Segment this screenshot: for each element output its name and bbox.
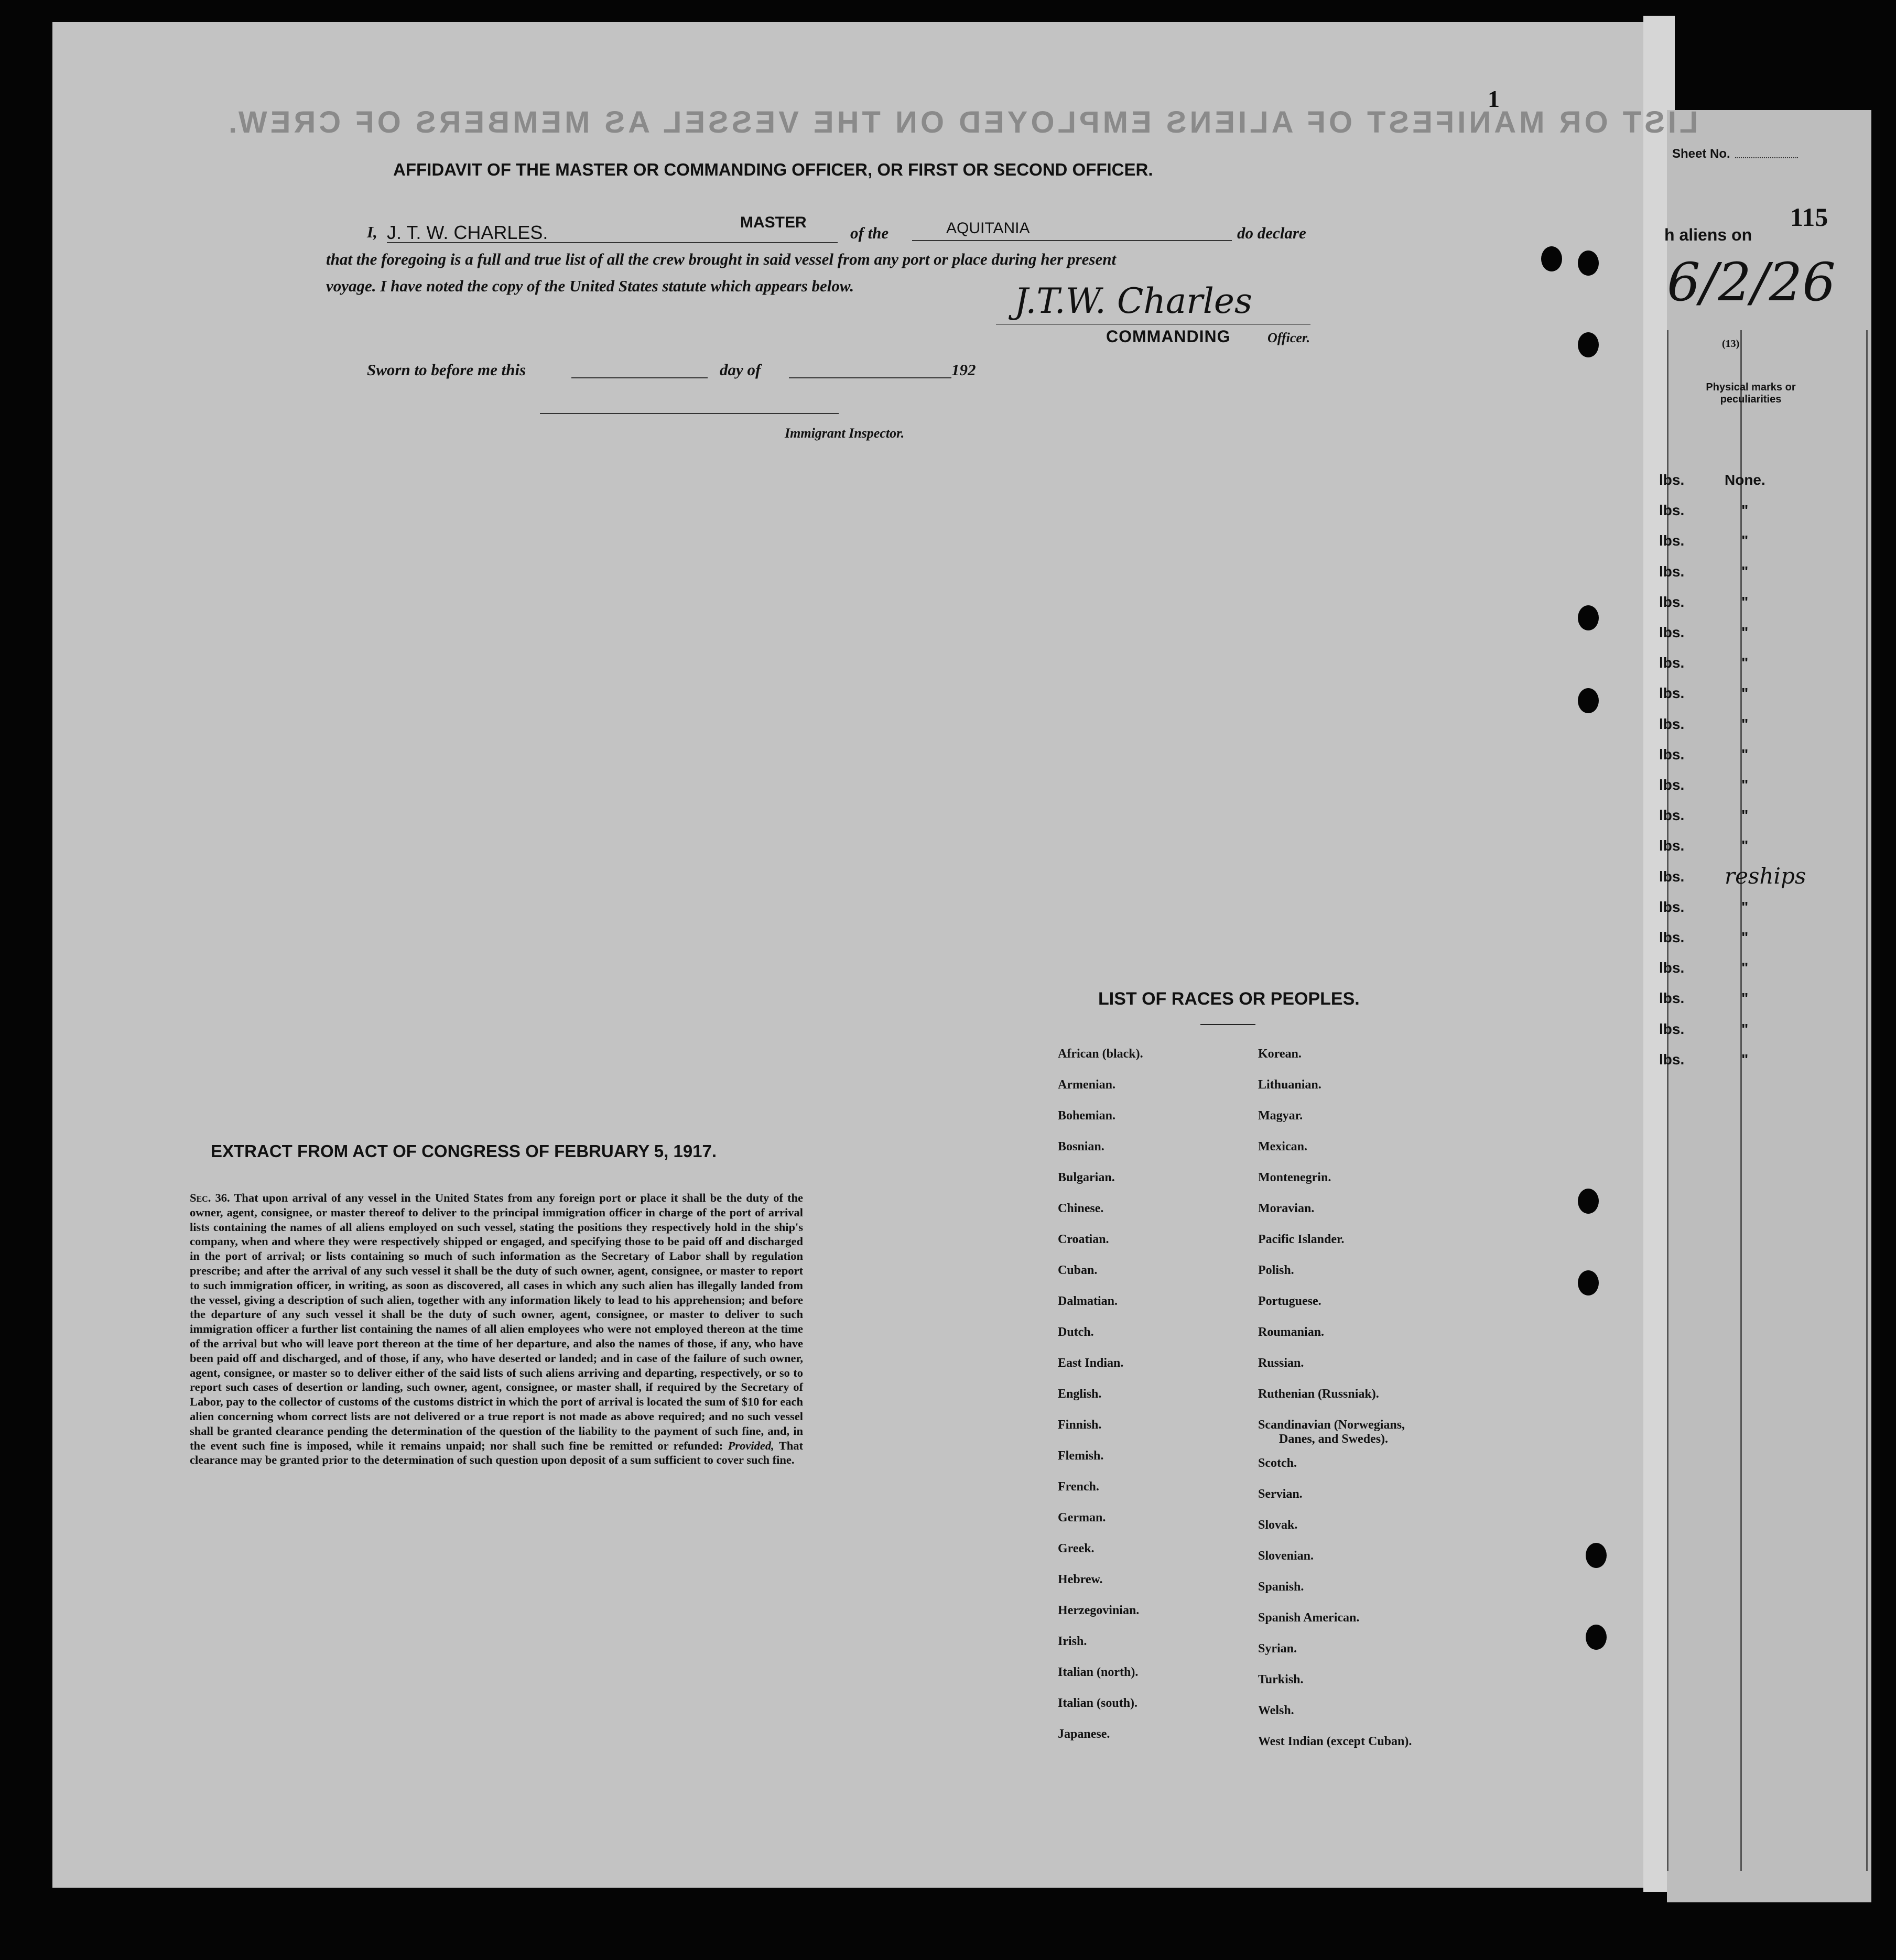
officer-stamp: COMMANDING [1106, 327, 1231, 346]
physical-mark-value: " [1741, 990, 1749, 1007]
weight-unit: lbs. [1659, 685, 1685, 702]
aliens-on-label: h aliens on [1664, 225, 1752, 244]
race-item: Pacific Islander. [1258, 1233, 1345, 1246]
race-item: Chinese. [1058, 1202, 1104, 1215]
weight-unit: lbs. [1659, 960, 1685, 976]
physical-marks-header: Physical marks or peculiarities [1706, 382, 1796, 405]
punch-hole [1586, 1625, 1607, 1650]
weight-unit: lbs. [1659, 624, 1685, 640]
weight-unit: lbs. [1659, 807, 1685, 824]
weight-unit: lbs. [1659, 746, 1685, 763]
weight-unit: lbs. [1659, 502, 1685, 519]
race-continuation: Danes, and Swedes). [1279, 1432, 1389, 1446]
race-item: Dalmatian. [1058, 1294, 1118, 1308]
weight-unit: lbs. [1659, 929, 1685, 945]
race-item: Armenian. [1058, 1078, 1115, 1092]
physical-mark-value: " [1741, 807, 1749, 824]
race-item: Bohemian. [1058, 1109, 1116, 1123]
affidavit-i-label: I, [367, 223, 377, 241]
physical-mark-value: " [1741, 929, 1749, 945]
race-item: German. [1058, 1511, 1106, 1525]
physical-mark-value: " [1741, 502, 1749, 519]
adjacent-page-strip [1667, 110, 1871, 1902]
race-item: Moravian. [1258, 1202, 1315, 1215]
weight-unit: lbs. [1659, 868, 1685, 885]
physical-mark-value: reships [1725, 863, 1806, 889]
race-item: Montenegrin. [1258, 1171, 1331, 1184]
race-item: Spanish. [1258, 1580, 1304, 1594]
race-item: Finnish. [1058, 1418, 1102, 1432]
race-item: Cuban. [1058, 1264, 1098, 1277]
race-item: Japanese. [1058, 1727, 1110, 1741]
punch-hole [1578, 1270, 1599, 1295]
races-title: LIST OF RACES OR PEOPLES. [1098, 989, 1360, 1009]
physical-mark-value: " [1741, 837, 1749, 854]
punch-hole [1586, 1543, 1607, 1568]
punch-hole [1541, 246, 1562, 271]
weight-unit: lbs. [1659, 563, 1685, 580]
race-item: Portuguese. [1258, 1294, 1321, 1308]
weight-unit: lbs. [1659, 837, 1685, 854]
inspector-label: Immigrant Inspector. [785, 426, 905, 441]
weight-unit: lbs. [1659, 472, 1685, 488]
race-item: Bulgarian. [1058, 1171, 1115, 1184]
race-item: Roumanian. [1258, 1325, 1325, 1339]
physical-mark-value: " [1741, 563, 1749, 580]
manifest-sheet [52, 22, 1646, 1888]
race-item: Polish. [1258, 1264, 1294, 1277]
physical-mark-value: None. [1725, 472, 1765, 488]
race-item: Spanish American. [1258, 1611, 1360, 1625]
physical-mark-value: " [1741, 898, 1749, 915]
physical-mark-value: " [1741, 777, 1749, 793]
race-item: Ruthenian (Russniak). [1258, 1387, 1379, 1401]
day-of-label: day of [720, 361, 761, 379]
bleed-through-title: LIST OR MANIFEST OF ALIENS EMPLOYED ON THE VESSEL AS MEMBERS OF CREW. [225, 105, 1698, 139]
race-item: Slovak. [1258, 1518, 1298, 1532]
sworn-label: Sworn to before me this [367, 361, 526, 379]
race-item: Italian (south). [1058, 1696, 1138, 1710]
physical-mark-value: " [1741, 1051, 1749, 1068]
stamp-number: 115 [1790, 202, 1828, 232]
section-label: Sec. 36. [190, 1191, 230, 1204]
statement-line-1: that the foregoing is a full and true list of all the crew brought in said vessel from any port or place during her present [326, 250, 1117, 268]
physical-mark-value: " [1741, 532, 1749, 549]
physical-mark-value: " [1741, 624, 1749, 640]
weight-unit: lbs. [1659, 655, 1685, 671]
weight-unit: lbs. [1659, 1020, 1685, 1037]
year-prefix: 192 [951, 361, 976, 379]
physical-mark-value: " [1741, 746, 1749, 763]
race-item: African (black). [1058, 1047, 1143, 1061]
master-name: J. T. W. CHARLES. [387, 222, 548, 243]
race-item: Servian. [1258, 1487, 1303, 1501]
race-item: Magyar. [1258, 1109, 1303, 1123]
weight-unit: lbs. [1659, 898, 1685, 915]
punch-hole [1578, 688, 1599, 713]
do-declare-label: do declare [1237, 224, 1306, 242]
race-item: Scandinavian (Norwegians, Danes, and Swedes). [1258, 1418, 1405, 1446]
column-number: (13) [1722, 338, 1740, 350]
race-item: Slovenian. [1258, 1549, 1314, 1563]
race-item: Flemish. [1058, 1449, 1104, 1463]
affidavit-title: AFFIDAVIT OF THE MASTER OR COMMANDING OFFICER, OR FIRST OR SECOND OFFICER. [393, 160, 1153, 179]
race-item: French. [1058, 1480, 1099, 1494]
race-item: Dutch. [1058, 1325, 1094, 1339]
race-item: Croatian. [1058, 1233, 1109, 1246]
rank: MASTER [740, 214, 807, 231]
race-item: Mexican. [1258, 1140, 1307, 1153]
punch-hole [1578, 1189, 1599, 1214]
extract-text-end: That clearance may be granted prior to the determination of such question upon deposit of a sum sufficient to cover such fine. [190, 1439, 803, 1467]
race-item: Russian. [1258, 1356, 1304, 1370]
statement-line-2: voyage. I have noted the copy of the United States statute which appears below. [326, 277, 854, 295]
race-item: Irish. [1058, 1635, 1087, 1648]
handwritten-date: 6/2/26 [1667, 252, 1836, 313]
punch-hole [1578, 332, 1599, 357]
race-item: Herzegovinian. [1058, 1604, 1140, 1617]
punch-hole [1578, 251, 1599, 276]
physical-mark-value: " [1741, 655, 1749, 671]
race-item: East Indian. [1058, 1356, 1124, 1370]
page-number: 1 [1488, 85, 1500, 112]
race-item: Welsh. [1258, 1704, 1294, 1717]
of-the-label: of the [850, 224, 889, 242]
weight-unit: lbs. [1659, 532, 1685, 549]
race-item: Lithuanian. [1258, 1078, 1321, 1092]
weight-unit: lbs. [1659, 593, 1685, 610]
physical-mark-value: " [1741, 715, 1749, 732]
extract-text: That upon arrival of any vessel in the United States from any foreign port or place it shall be the duty of the owner, agent, consignee, or master thereof to deliver to the principal immigration officer in charge of the port of arrival lists containing the names of all aliens employed on such vessel, stating the positions they respectively hold in the ship's company, when and where they were respectively shipped or engaged, and specifying those to be paid off and discharged in the port of arrival; or lists containing so much of such information as the Secretary of Labor shall by regulation prescribe; and after the arrival of any such vessel it shall be the duty of such owner, agent, consignee, or master to report to such immigration officer, in writing, as soon as discovered, all cases in which any such alien has illegally landed from the vessel, giving a description of such alien, together with any information likely to lead to his apprehension; and before the departure of any such vessel it shall be the duty of such owner, agent, consignee, or master to deliver to such immigration officer a further list containing the names of all alien employees who were not employed thereon at the time of the arrival but who will leave port thereon at the time of her departure, and also the names of those, if any, who have been paid off and discharged, and of those, if any, who have deserted or landed; and in case of the failure of such owner, agent, consignee, or master so to deliver either of the said lists of such aliens arriving and departing, respectively, or so to report such cases of desertion or landing, such owner, agent, consignee, or master shall, if required by the Secretary of Labor, pay to the collector of customs of the customs district in which the port of arrival is located the sum of $10 for each alien concerning whom correct lists are not delivered or a true report is not made as above required; and no such vessel shall be granted clearance pending the determination of the question of the liability to the payment of such fine, and, in the event such fine is imposed, while it remains unpaid; nor shall such fine be remitted or refunded: [190, 1191, 803, 1452]
physical-mark-value: " [1741, 960, 1749, 976]
race-item: Syrian. [1258, 1642, 1297, 1656]
race-item: Korean. [1258, 1047, 1302, 1061]
sheet-no-label: Sheet No. [1672, 147, 1730, 161]
weight-unit: lbs. [1659, 990, 1685, 1007]
race-item: Scotch. [1258, 1456, 1297, 1470]
extract-title: EXTRACT FROM ACT OF CONGRESS OF FEBRUARY 5, 1917. [211, 1141, 717, 1161]
race-item: Italian (north). [1058, 1665, 1139, 1679]
vessel-name: AQUITANIA [946, 220, 1030, 237]
punch-hole [1578, 605, 1599, 630]
race-item: Greek. [1058, 1542, 1095, 1555]
weight-unit: lbs. [1659, 1051, 1685, 1068]
officer-suffix: Officer. [1267, 330, 1310, 345]
master-signature: J.T.W. Charles [1014, 281, 1252, 321]
sheet-no-line [1735, 157, 1798, 158]
extract-body [190, 1191, 803, 1467]
race-item: West Indian (except Cuban). [1258, 1735, 1412, 1748]
race-item: Turkish. [1258, 1673, 1304, 1686]
weight-unit: lbs. [1659, 715, 1685, 732]
race-item: Bosnian. [1058, 1140, 1104, 1153]
physical-mark-value: " [1741, 685, 1749, 702]
race-item: English. [1058, 1387, 1102, 1401]
weight-unit: lbs. [1659, 777, 1685, 793]
physical-mark-value: " [1741, 593, 1749, 610]
provided-word: Provided, [728, 1439, 774, 1452]
race-item: Hebrew. [1058, 1573, 1103, 1586]
physical-mark-value: " [1741, 1020, 1749, 1037]
